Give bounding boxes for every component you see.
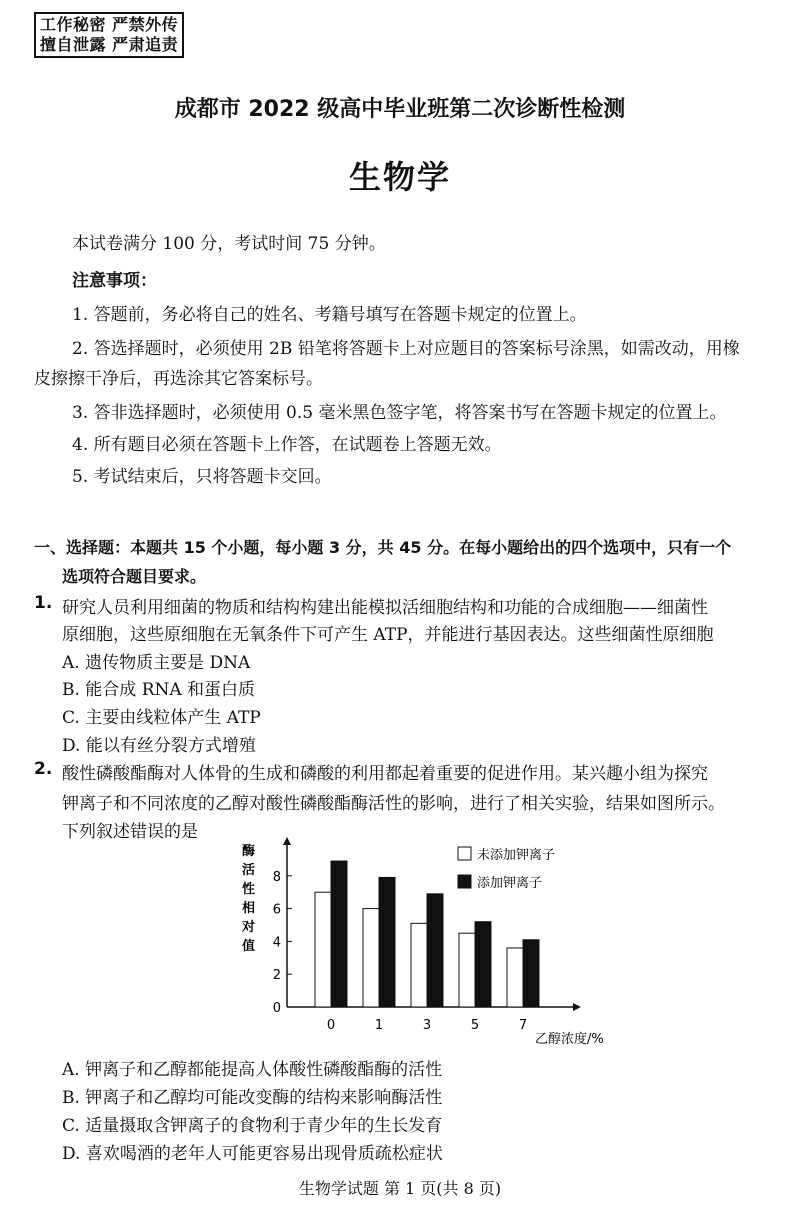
bar-with-potassium [475, 922, 491, 1007]
legend-swatch [458, 847, 471, 860]
intro-text: 本试卷满分 100 分，考试时间 75 分钟。 [72, 234, 386, 254]
legend-swatch [458, 875, 471, 888]
q2-number: 2. [34, 759, 53, 779]
confidential-stamp [34, 12, 184, 58]
bar-without-potassium [315, 892, 331, 1007]
chart-y-axis-arrow [283, 837, 291, 845]
bar-without-potassium [363, 909, 379, 1007]
notice-item-2: 2. 答选择题时，必须使用 2B 铅笔将答题卡上对应题目的答案标号涂黑，如需改动，用橡 [72, 339, 740, 359]
chart-ytick-label: 2 [272, 968, 281, 984]
bar-without-potassium [459, 933, 475, 1007]
bar-with-potassium [427, 894, 443, 1007]
chart-ylabel-char: 活 [242, 863, 256, 878]
q2-stem-2: 钾离子和不同浓度的乙醇对酸性磷酸酯酶活性的影响，进行了相关实验，结果如图所示。 [62, 794, 725, 814]
bar-without-potassium [507, 948, 523, 1007]
chart-xtick-label: 0 [326, 1018, 336, 1033]
chart-xtick-label: 7 [518, 1018, 528, 1033]
q1-option-a: A. 遗传物质主要是 DNA [62, 653, 251, 673]
q1-option-b: B. 能合成 RNA 和蛋白质 [62, 680, 256, 700]
notice-item-1: 1. 答题前，务必将自己的姓名、考籍号填写在答题卡规定的位置上。 [72, 305, 587, 325]
notice-item-4: 4. 所有题目必须在答题卡上作答，在试题卷上答题无效。 [72, 435, 502, 455]
q2-option-a: A. 钾离子和乙醇都能提高人体酸性磷酸酯酶的活性 [62, 1060, 443, 1080]
q2-option-d: D. 喜欢喝酒的老年人可能更容易出现骨质疏松症状 [62, 1144, 443, 1164]
stamp-line-1: 工作秘密 严禁外传 [40, 15, 179, 34]
page-footer: 生物学试题 第 1 页(共 8 页) [298, 1179, 502, 1198]
enzyme-activity-chart [230, 835, 610, 1050]
chart-xtick-label: 1 [374, 1018, 384, 1033]
q2-stem-1: 酸性磷酸酯酶对人体骨的生成和磷酸的利用都起着重要的促进作用。某兴趣小组为探究 [62, 764, 708, 784]
chart-ytick-label: 6 [272, 902, 281, 918]
chart-x-axis-arrow [573, 1003, 581, 1011]
chart-ytick-label: 0 [272, 1001, 281, 1016]
exam-title: 成都市 2022 级高中毕业班第二次诊断性检测 [174, 97, 626, 122]
q1-option-c: C. 主要由线粒体产生 ATP [62, 708, 261, 728]
section-1-heading-cont: 选项符合题目要求。 [62, 567, 207, 586]
notice-item-3: 3. 答非选择题时，必须使用 0.5 毫米黑色签字笔，将答案书写在答题卡规定的位置上。 [72, 403, 727, 423]
bar-without-potassium [411, 923, 427, 1007]
section-1-heading: 一、选择题：本题共 15 个小题，每小题 3 分，共 45 分。在每小题给出的四个选项中，只有一个 [34, 538, 732, 557]
notice-item-5: 5. 考试结束后，只将答题卡交回。 [72, 467, 332, 487]
chart-ytick-label: 8 [272, 869, 281, 885]
q2-option-c: C. 适量摄取含钾离子的食物利于青少年的生长发育 [62, 1116, 443, 1136]
chart-ylabel-char: 值 [242, 939, 256, 954]
q1-stem-1: 研究人员利用细菌的物质和结构构建出能模拟活细胞结构和功能的合成细胞——细菌性 [62, 598, 708, 618]
chart-ylabel-char: 相 [242, 901, 256, 916]
chart-xlabel: 乙醇浓度/% [535, 1032, 604, 1047]
chart-xtick-label: 5 [470, 1018, 480, 1033]
bar-with-potassium [331, 861, 347, 1007]
chart-ytick-label: 4 [272, 935, 281, 951]
chart-ylabel-char: 酶 [242, 844, 256, 859]
chart-ylabel-char: 性 [242, 882, 256, 897]
stamp-line-2: 擅自泄露 严肃追责 [40, 35, 179, 54]
q1-stem-2: 原细胞，这些原细胞在无氧条件下可产生 ATP，并能进行基因表达。这些细菌性原细胞 [62, 625, 714, 645]
q2-stem-3: 下列叙述错误的是 [62, 822, 198, 842]
legend-label: 未添加钾离子 [477, 848, 556, 863]
chart-ylabel-char: 对 [242, 920, 256, 935]
bar-with-potassium [379, 877, 395, 1007]
q2-option-b: B. 钾离子和乙醇均可能改变酶的结构来影响酶活性 [62, 1088, 443, 1108]
chart-xtick-label: 3 [422, 1018, 432, 1033]
q1-number: 1. [34, 593, 53, 613]
legend-label: 添加钾离子 [477, 876, 543, 891]
q1-option-d: D. 能以有丝分裂方式增殖 [62, 736, 256, 756]
subject-title: 生物学 [348, 158, 451, 196]
bar-with-potassium [523, 940, 539, 1007]
notice-heading: 注意事项： [72, 271, 157, 291]
notice-item-2-cont: 皮擦擦干净后，再选涂其它答案标号。 [34, 369, 323, 389]
